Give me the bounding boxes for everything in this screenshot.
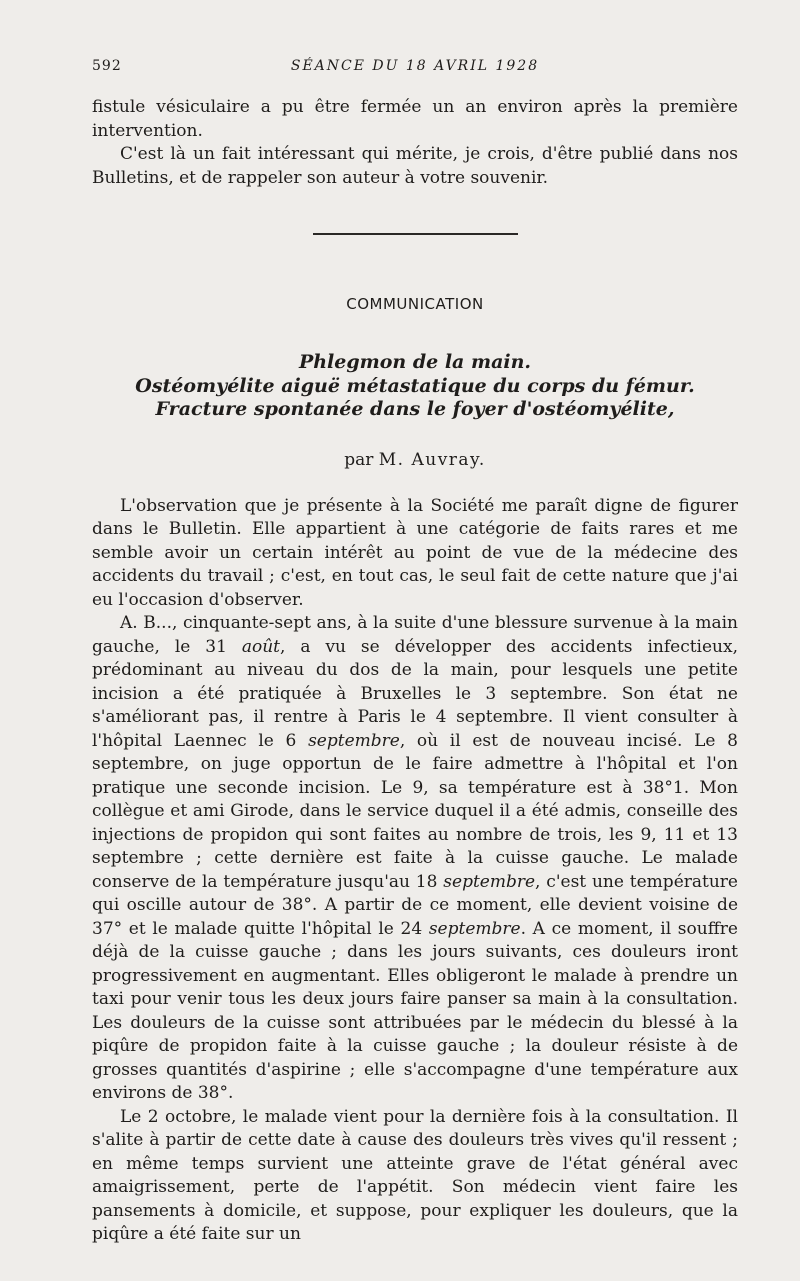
text-run: , c'est une température qui oscille autour de 38°. A partir de ce moment, elle devient voisine de 37° et le malade quitte l'hôpital le 24 (92, 871, 738, 939)
text-run: A. B..., cinquante-sept ans, à la suite d'une blessure survenue à la main gauche, le 31 (92, 613, 738, 657)
article-title-line-2: Ostéomyélite aiguë métastatique du corps du fémur. (135, 374, 695, 397)
page-number: 592 (92, 58, 122, 74)
italic-date: septembre (428, 918, 521, 939)
section-divider (313, 233, 518, 235)
continued-paragraph: fistule vésiculaire a pu être fermée un an environ après la première intervention. (92, 97, 738, 141)
article-title (92, 351, 738, 422)
article-author (92, 450, 738, 470)
italic-date: septembre (308, 730, 400, 751)
italic-date: août (241, 636, 281, 657)
text-run: . A ce moment, il souffre déjà de la cuisse gauche ; dans les jours suivants, ces douleurs iront progressivement en augmentant. Elles obligeront le malade à prendre un taxi pour venir tous les deux jours faire panser sa main à la consultation. Les douleurs de la cuisse sont attribuées par le médecin du blessé à la piqûre de propidon faite à la cuisse gauche ; la douleur résiste à de grosses quantités d'aspirine ; elle s'accompagne d'une température aux environs de 38°. (92, 918, 738, 1103)
author-prefix: par (344, 449, 379, 470)
author-name: M. Auvray. (378, 449, 486, 470)
article-paragraph-2 (92, 612, 738, 1106)
closing-paragraph: C'est là un fait intéressant qui mérite, je crois, d'être publié dans nos Bulletins, et de rappeler son auteur à votre souvenir. (92, 144, 738, 188)
article-body (92, 495, 738, 1247)
text-run: , où il est de nouveau incisé. Le 8 septembre, on juge opportun de le faire admettre à l'hôpital et l'on pratique une seconde incision. Le 9, sa température est à 38°1. Mon collègue et ami Girode, dans le service duquel il a été admis, conseille des injections de propidon qui sont faites au nombre de trois, les 9, 11 et 13 septembre ; cette dernière est faite à la cuisse gauche. Le malade conserve de la température jusqu'au 18 (92, 730, 738, 892)
book-page (92, 56, 738, 1247)
continued-text (92, 96, 738, 190)
text-run: , a vu se développer des accidents infectieux, prédominant au niveau du dos de la main, pour lesquels une petite incision a été pratiquée à Bruxelles le 3 septembre. Son état ne s'améliorant pas, il rentre à Paris le 4 septembre. Il vient consulter à l'hôpital Laennec le 6 (92, 636, 738, 751)
article-paragraph-3: Le 2 octobre, le malade vient pour la dernière fois à la consultation. Il s'alite à partir de cette date à cause des douleurs très vives qu'il ressent ; en même temps survient une atteinte grave de l'état général avec amaigrissement, perte de l'appétit. Son médecin vient faire les pansements à domicile, et suppose, pour expliquer les douleurs, que la piqûre a été faite sur un (92, 1106, 738, 1244)
article-paragraph-1: L'observation que je présente à la Société me paraît digne de figurer dans le Bulletin. Elle appartient à une catégorie de faits rares et me semble avoir un certain intérêt au point de vue de la médecine des accidents du travail ; c'est, en tout cas, le seul fait de cette nature que j'ai eu l'occasion d'observer. (92, 495, 738, 610)
running-header (92, 56, 738, 82)
article-title-line-1: Phlegmon de la main. (298, 351, 532, 373)
section-heading: COMMUNICATION (346, 295, 484, 313)
article-title-line-3: Fracture spontanée dans le foyer d'ostéomyélite, (155, 398, 675, 420)
running-title: SÉANCE DU 18 AVRIL 1928 (290, 58, 540, 74)
italic-date: septembre (443, 871, 536, 892)
